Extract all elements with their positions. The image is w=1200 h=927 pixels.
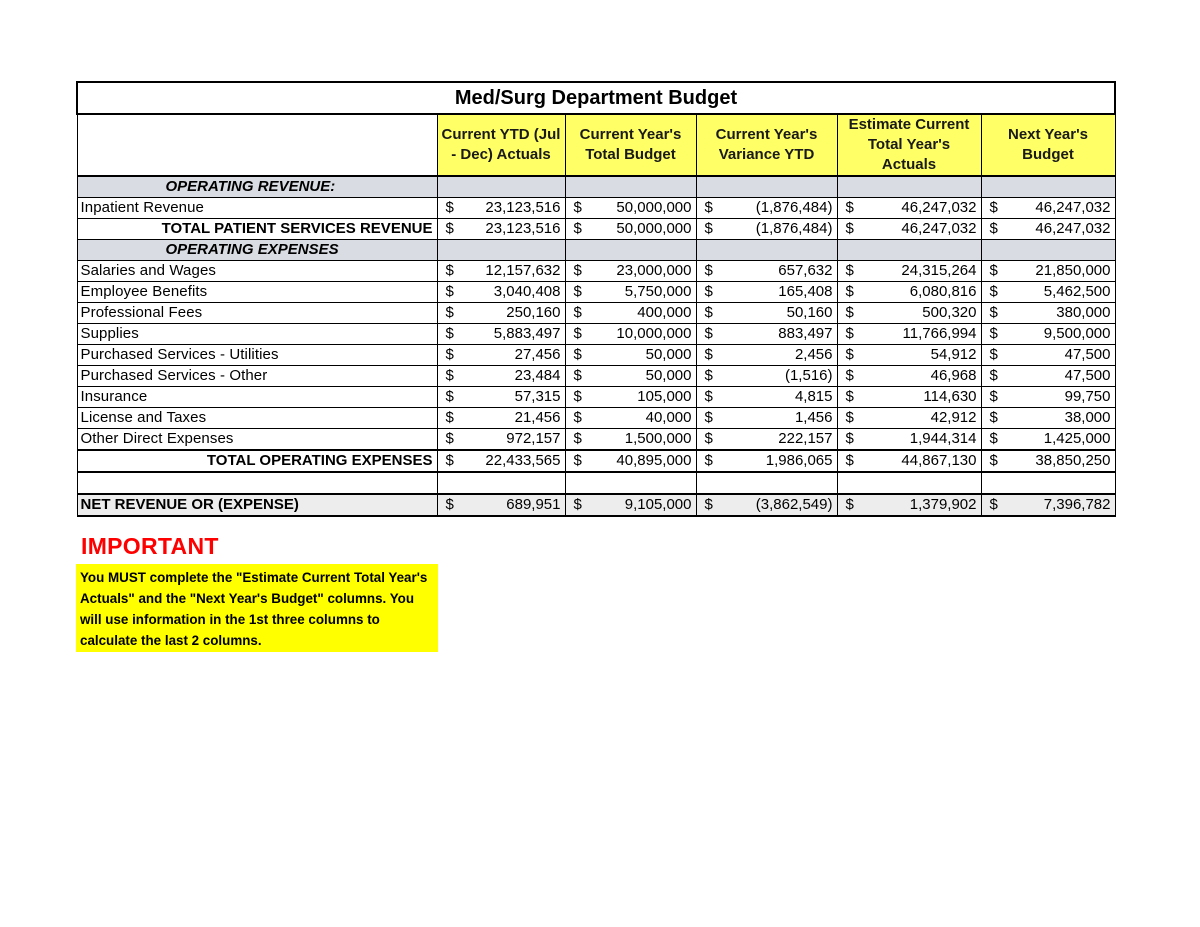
spacer-row-cell: [981, 472, 1115, 494]
amount: 99,750: [1064, 388, 1111, 405]
expense-row-value-2: [565, 261, 696, 282]
currency-symbol: $: [989, 496, 998, 513]
expense-row-label: Purchased Services - Other: [77, 366, 437, 387]
expense-row-value-1: [437, 387, 565, 408]
currency-symbol: $: [704, 367, 713, 384]
currency-symbol: $: [845, 325, 854, 342]
expense-row-value-3: [696, 345, 837, 366]
net-row-value-1: [437, 494, 565, 516]
currency-symbol: $: [989, 283, 998, 300]
expense-row-label: Salaries and Wages: [77, 261, 437, 282]
currency-symbol: $: [573, 220, 582, 237]
expense-row-value-5: [981, 303, 1115, 324]
spacer-row-cell: [437, 472, 565, 494]
currency-symbol: $: [989, 367, 998, 384]
amount: 21,850,000: [1035, 262, 1111, 279]
expense-row-value-5: [981, 324, 1115, 345]
amount: 46,968: [930, 367, 977, 384]
amount: 46,247,032: [1035, 220, 1111, 237]
expense-row-value-2: [565, 408, 696, 429]
expense-row-value-1: [437, 366, 565, 387]
currency-symbol: $: [573, 409, 582, 426]
amount: 7,396,782: [1043, 496, 1111, 513]
expense-row-value-4: [837, 387, 981, 408]
currency-symbol: $: [845, 388, 854, 405]
amount: 42,912: [930, 409, 977, 426]
amount: 1,500,000: [624, 430, 692, 447]
budget-title: Med/Surg Department Budget: [77, 82, 1115, 114]
expense-row-label: Employee Benefits: [77, 282, 437, 303]
amount: 1,944,314: [909, 430, 977, 447]
operating-expenses-blank: [981, 240, 1115, 261]
currency-symbol: $: [989, 304, 998, 321]
amount: 5,750,000: [624, 283, 692, 300]
currency-symbol: $: [845, 304, 854, 321]
currency-symbol: $: [704, 262, 713, 279]
column-header-next-budget: Next Year's Budget: [981, 114, 1115, 176]
expense-row-value-3: [696, 408, 837, 429]
currency-symbol: $: [989, 325, 998, 342]
net-row-value-2: [565, 494, 696, 516]
currency-symbol: $: [704, 283, 713, 300]
currency-symbol: $: [704, 220, 713, 237]
revenue-row-value-2: [565, 198, 696, 219]
column-header-variance-ytd: Current Year's Variance YTD: [696, 114, 837, 176]
amount: (3,862,549): [755, 496, 833, 513]
currency-symbol: $: [573, 430, 582, 447]
currency-symbol: $: [704, 430, 713, 447]
spacer-row-cell: [565, 472, 696, 494]
expense-row-label: Insurance: [77, 387, 437, 408]
expense-row-value-1: [437, 429, 565, 451]
amount: 5,462,500: [1043, 283, 1111, 300]
amount: 883,497: [778, 325, 833, 342]
currency-symbol: $: [573, 199, 582, 216]
amount: 21,456: [514, 409, 561, 426]
revenue-row-value-4: [837, 198, 981, 219]
expense-row-value-1: [437, 282, 565, 303]
expense-row-value-1: [437, 345, 565, 366]
currency-symbol: $: [845, 199, 854, 216]
revenue-row-label: Inpatient Revenue: [77, 198, 437, 219]
total-expenses-row-value-3: [696, 450, 837, 472]
currency-symbol: $: [989, 199, 998, 216]
amount: 23,123,516: [485, 199, 561, 216]
operating-revenue-blank: [437, 176, 565, 198]
net-row-value-4: [837, 494, 981, 516]
total-expenses-row-value-5: [981, 450, 1115, 472]
currency-symbol: $: [573, 304, 582, 321]
operating-expenses-blank: [696, 240, 837, 261]
amount: 57,315: [514, 388, 561, 405]
amount: 24,315,264: [901, 262, 977, 279]
header-blank: [77, 114, 437, 176]
expense-row: [77, 429, 1115, 451]
currency-symbol: $: [445, 262, 454, 279]
expense-row-value-4: [837, 408, 981, 429]
amount: 1,379,902: [909, 496, 977, 513]
amount: 23,484: [514, 367, 561, 384]
amount: 1,986,065: [765, 452, 833, 469]
amount: 9,500,000: [1043, 325, 1111, 342]
important-note: You MUST complete the "Estimate Current Total Year's Actuals" and the "Next Year's Budget" columns. You will use information in the 1st three columns to calculate the last 2 columns.: [76, 564, 438, 652]
amount: 50,000,000: [616, 199, 692, 216]
expense-row-label: Purchased Services - Utilities: [77, 345, 437, 366]
expense-row-value-5: [981, 261, 1115, 282]
currency-symbol: $: [573, 325, 582, 342]
currency-symbol: $: [573, 367, 582, 384]
amount: 2,456: [794, 346, 833, 363]
operating-expenses-label: OPERATING EXPENSES: [77, 240, 437, 261]
expense-row-value-3: [696, 324, 837, 345]
expense-row-value-2: [565, 387, 696, 408]
amount: 1,456: [794, 409, 833, 426]
currency-symbol: $: [445, 409, 454, 426]
currency-symbol: $: [445, 346, 454, 363]
amount: (1,516): [784, 367, 833, 384]
expense-row: [77, 282, 1115, 303]
operating-revenue-blank: [981, 176, 1115, 198]
amount: 250,160: [506, 304, 561, 321]
currency-symbol: $: [445, 388, 454, 405]
revenue-row: [77, 198, 1115, 219]
expense-row: [77, 345, 1115, 366]
net-row: [77, 494, 1115, 516]
operating-expenses-row: [77, 240, 1115, 261]
currency-symbol: $: [445, 199, 454, 216]
total-expenses-row-value-1: [437, 450, 565, 472]
currency-symbol: $: [573, 262, 582, 279]
currency-symbol: $: [845, 220, 854, 237]
expense-row-value-3: [696, 366, 837, 387]
amount: 10,000,000: [616, 325, 692, 342]
total-revenue-row: [77, 219, 1115, 240]
currency-symbol: $: [445, 220, 454, 237]
currency-symbol: $: [445, 367, 454, 384]
operating-revenue-row: [77, 176, 1115, 198]
spacer-row: [77, 472, 1115, 494]
expense-row-value-3: [696, 282, 837, 303]
column-header-estimate-actuals: Estimate Current Total Year's Actuals: [837, 114, 981, 176]
amount: 27,456: [514, 346, 561, 363]
amount: 38,000: [1064, 409, 1111, 426]
expense-row: [77, 261, 1115, 282]
operating-expenses-blank: [565, 240, 696, 261]
amount: 44,867,130: [901, 452, 977, 469]
important-heading: IMPORTANT: [81, 533, 219, 559]
expense-row-value-4: [837, 345, 981, 366]
expense-row-value-1: [437, 408, 565, 429]
expense-row-value-4: [837, 303, 981, 324]
column-header-ytd-actuals: Current YTD (Jul - Dec) Actuals: [437, 114, 565, 176]
expense-row-label: License and Taxes: [77, 408, 437, 429]
amount: 3,040,408: [493, 283, 561, 300]
expense-row: [77, 366, 1115, 387]
operating-expenses-blank: [437, 240, 565, 261]
currency-symbol: $: [845, 409, 854, 426]
spacer-row-cell: [837, 472, 981, 494]
currency-symbol: $: [845, 430, 854, 447]
amount: 50,160: [786, 304, 833, 321]
currency-symbol: $: [445, 325, 454, 342]
amount: 222,157: [778, 430, 833, 447]
total-expenses-row-value-4: [837, 450, 981, 472]
operating-revenue-label: OPERATING REVENUE:: [77, 176, 437, 198]
amount: 657,632: [778, 262, 833, 279]
amount: 380,000: [1056, 304, 1111, 321]
amount: 50,000: [645, 346, 692, 363]
operating-revenue-blank: [696, 176, 837, 198]
operating-revenue-blank: [565, 176, 696, 198]
expense-row-value-2: [565, 282, 696, 303]
currency-symbol: $: [989, 452, 998, 469]
amount: 12,157,632: [485, 262, 561, 279]
amount: 6,080,816: [909, 283, 977, 300]
currency-symbol: $: [845, 346, 854, 363]
net-row-value-3: [696, 494, 837, 516]
expense-row-value-3: [696, 261, 837, 282]
amount: 54,912: [930, 346, 977, 363]
currency-symbol: $: [573, 388, 582, 405]
expense-row-value-4: [837, 282, 981, 303]
expense-row-value-4: [837, 429, 981, 451]
revenue-row-value-3: [696, 198, 837, 219]
currency-symbol: $: [845, 262, 854, 279]
revenue-row-value-1: [437, 198, 565, 219]
amount: 38,850,250: [1035, 452, 1111, 469]
currency-symbol: $: [989, 262, 998, 279]
currency-symbol: $: [445, 430, 454, 447]
amount: 40,895,000: [616, 452, 692, 469]
currency-symbol: $: [445, 304, 454, 321]
currency-symbol: $: [989, 220, 998, 237]
spacer-row-cell: [77, 472, 437, 494]
column-header-total-budget: Current Year's Total Budget: [565, 114, 696, 176]
currency-symbol: $: [704, 388, 713, 405]
amount: 114,630: [923, 388, 977, 405]
amount: 500,320: [922, 304, 977, 321]
expense-row-value-4: [837, 324, 981, 345]
amount: 972,157: [506, 430, 561, 447]
currency-symbol: $: [573, 346, 582, 363]
total-revenue-row-label: TOTAL PATIENT SERVICES REVENUE: [77, 219, 437, 240]
expense-row-value-5: [981, 408, 1115, 429]
expense-row-value-1: [437, 324, 565, 345]
total-expenses-row-value-2: [565, 450, 696, 472]
amount: 50,000: [645, 367, 692, 384]
expense-row-value-5: [981, 387, 1115, 408]
operating-revenue-blank: [837, 176, 981, 198]
total-expenses-row-label: TOTAL OPERATING EXPENSES: [77, 450, 437, 472]
amount: 105,000: [637, 388, 692, 405]
currency-symbol: $: [845, 452, 854, 469]
amount: 46,247,032: [1035, 199, 1111, 216]
expense-row: [77, 303, 1115, 324]
expense-row-value-5: [981, 345, 1115, 366]
expense-row-value-5: [981, 429, 1115, 451]
currency-symbol: $: [573, 496, 582, 513]
total-revenue-row-value-1: [437, 219, 565, 240]
amount: 689,951: [506, 496, 561, 513]
expense-row: [77, 387, 1115, 408]
amount: 46,247,032: [901, 220, 977, 237]
amount: 400,000: [637, 304, 692, 321]
net-row-label: NET REVENUE OR (EXPENSE): [77, 494, 437, 516]
expense-row-value-3: [696, 303, 837, 324]
currency-symbol: $: [989, 346, 998, 363]
expense-row-value-1: [437, 261, 565, 282]
expense-row-value-1: [437, 303, 565, 324]
total-revenue-row-value-4: [837, 219, 981, 240]
amount: 5,883,497: [493, 325, 561, 342]
expense-row-value-5: [981, 366, 1115, 387]
amount: 23,000,000: [616, 262, 692, 279]
expense-row-value-2: [565, 366, 696, 387]
amount: 47,500: [1064, 367, 1111, 384]
expense-row-value-2: [565, 345, 696, 366]
currency-symbol: $: [845, 496, 854, 513]
amount: 9,105,000: [624, 496, 692, 513]
expense-row-label: Supplies: [77, 324, 437, 345]
currency-symbol: $: [704, 496, 713, 513]
spacer-row-cell: [696, 472, 837, 494]
expense-row: [77, 408, 1115, 429]
budget-table: [76, 81, 1116, 517]
expense-row-value-2: [565, 303, 696, 324]
amount: 1,425,000: [1043, 430, 1111, 447]
amount: 165,408: [778, 283, 833, 300]
amount: (1,876,484): [755, 220, 833, 237]
operating-expenses-blank: [837, 240, 981, 261]
amount: 23,123,516: [485, 220, 561, 237]
expense-row-value-2: [565, 429, 696, 451]
currency-symbol: $: [704, 346, 713, 363]
currency-symbol: $: [573, 283, 582, 300]
amount: 46,247,032: [901, 199, 977, 216]
total-revenue-row-value-5: [981, 219, 1115, 240]
revenue-row-value-5: [981, 198, 1115, 219]
expense-row-value-3: [696, 429, 837, 451]
expense-row-value-4: [837, 366, 981, 387]
currency-symbol: $: [445, 283, 454, 300]
amount: 22,433,565: [485, 452, 561, 469]
currency-symbol: $: [704, 304, 713, 321]
currency-symbol: $: [989, 388, 998, 405]
amount: (1,876,484): [755, 199, 833, 216]
expense-row-value-2: [565, 324, 696, 345]
currency-symbol: $: [704, 409, 713, 426]
expense-row-label: Professional Fees: [77, 303, 437, 324]
expense-row: [77, 324, 1115, 345]
expense-row-value-3: [696, 387, 837, 408]
total-revenue-row-value-2: [565, 219, 696, 240]
currency-symbol: $: [573, 452, 582, 469]
currency-symbol: $: [704, 452, 713, 469]
currency-symbol: $: [845, 367, 854, 384]
expense-row-label: Other Direct Expenses: [77, 429, 437, 451]
expense-row-value-4: [837, 261, 981, 282]
total-expenses-row: [77, 450, 1115, 472]
currency-symbol: $: [445, 452, 454, 469]
currency-symbol: $: [704, 199, 713, 216]
currency-symbol: $: [845, 283, 854, 300]
amount: 4,815: [794, 388, 833, 405]
total-revenue-row-value-3: [696, 219, 837, 240]
currency-symbol: $: [445, 496, 454, 513]
currency-symbol: $: [704, 325, 713, 342]
net-row-value-5: [981, 494, 1115, 516]
expense-row-value-5: [981, 282, 1115, 303]
amount: 40,000: [645, 409, 692, 426]
currency-symbol: $: [989, 430, 998, 447]
currency-symbol: $: [989, 409, 998, 426]
amount: 11,766,994: [902, 325, 977, 342]
amount: 50,000,000: [616, 220, 692, 237]
amount: 47,500: [1064, 346, 1111, 363]
